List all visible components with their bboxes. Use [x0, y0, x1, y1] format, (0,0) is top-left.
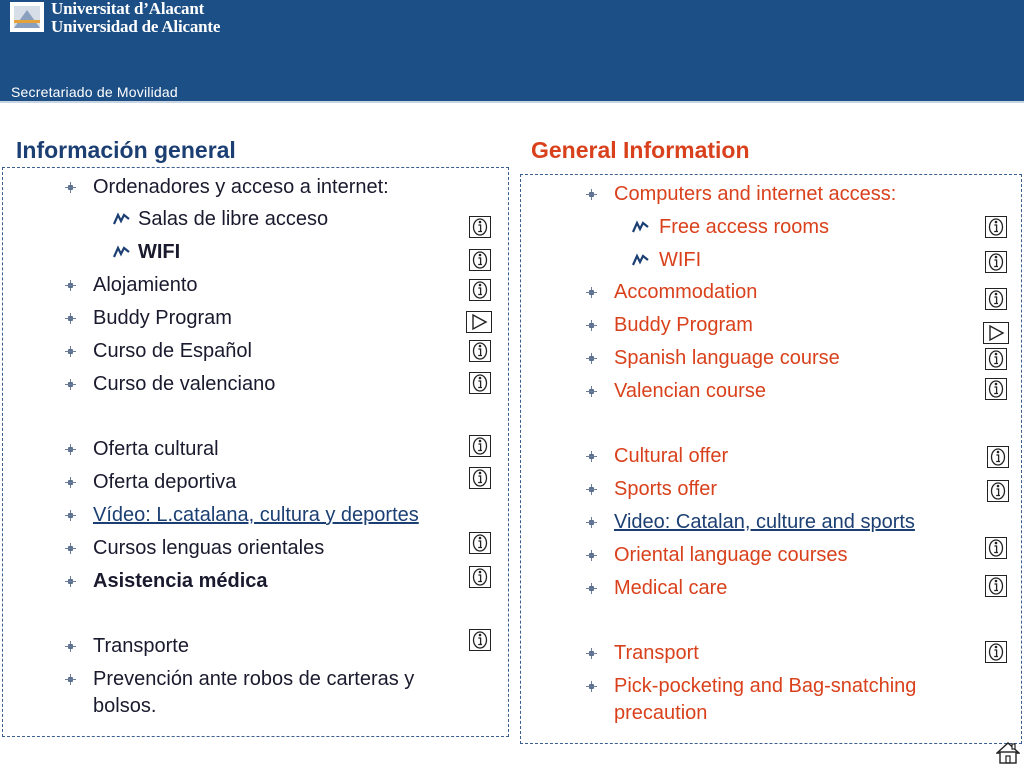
- info-button-wifi-en[interactable]: [985, 251, 1007, 273]
- bullet-icon: [65, 477, 76, 488]
- list-item[interactable]: Oferta deportiva: [93, 471, 237, 493]
- info-button-cultural[interactable]: [469, 435, 491, 457]
- list-item[interactable]: Transport: [614, 642, 699, 664]
- info-icon: [470, 468, 490, 488]
- squiggle-bullet-icon: [632, 220, 649, 234]
- info-button-orientales[interactable]: [469, 532, 491, 554]
- list-item: Ordenadores y acceso a internet:: [93, 176, 389, 198]
- bullet-icon: [65, 313, 76, 324]
- info-icon: [986, 538, 1006, 558]
- list-item[interactable]: Asistencia médica: [93, 570, 268, 592]
- info-icon: [988, 447, 1008, 467]
- bullet-icon: [586, 320, 597, 331]
- list-item[interactable]: Cursos lenguas orientales: [93, 537, 325, 559]
- list-item[interactable]: Transporte: [93, 635, 189, 657]
- info-icon: [988, 481, 1008, 501]
- university-logo-icon: [10, 2, 44, 32]
- info-button-free-access[interactable]: [985, 216, 1007, 238]
- header-divider: [0, 101, 1024, 103]
- bullet-icon: [586, 681, 597, 692]
- info-icon: [986, 349, 1006, 369]
- play-icon: [984, 323, 1008, 343]
- bullet-icon: [586, 451, 597, 462]
- info-icon: [986, 642, 1006, 662]
- bullet-icon: [65, 641, 76, 652]
- info-button-sports-offer[interactable]: [987, 480, 1009, 502]
- info-icon: [470, 341, 490, 361]
- squiggle-bullet-icon: [632, 253, 649, 267]
- info-button-salas[interactable]: [469, 216, 491, 238]
- bullet-icon: [586, 189, 597, 200]
- info-icon: [986, 252, 1006, 272]
- info-icon: [470, 436, 490, 456]
- spanish-section-title: Información general: [16, 137, 236, 163]
- info-button-medical[interactable]: [985, 575, 1007, 597]
- list-item[interactable]: Prevención ante robos de carteras y bolsos.: [93, 668, 415, 717]
- bullet-icon: [65, 576, 76, 587]
- list-item[interactable]: WIFI: [138, 241, 181, 263]
- info-button-deportiva[interactable]: [469, 467, 491, 489]
- bullet-icon: [65, 674, 76, 685]
- info-button-alojamiento[interactable]: [469, 279, 491, 301]
- bullet-icon: [586, 484, 597, 495]
- info-button-cultural-offer[interactable]: [987, 446, 1009, 468]
- list-item[interactable]: Alojamiento: [93, 274, 198, 296]
- info-button-transporte[interactable]: [469, 629, 491, 651]
- bullet-icon: [586, 550, 597, 561]
- bullet-icon: [586, 353, 597, 364]
- list-item[interactable]: Cultural offer: [614, 445, 729, 467]
- spanish-panel: [2, 167, 509, 737]
- bullet-icon: [586, 386, 597, 397]
- info-icon: [470, 533, 490, 553]
- bullet-icon: [65, 280, 76, 291]
- home-icon[interactable]: [996, 742, 1020, 764]
- list-item[interactable]: Accommodation: [614, 281, 758, 303]
- squiggle-bullet-icon: [113, 245, 130, 259]
- play-button-buddy-en[interactable]: [983, 322, 1009, 344]
- list-item[interactable]: Buddy Program: [614, 314, 753, 336]
- bullet-icon: [65, 510, 76, 521]
- play-icon: [467, 312, 491, 332]
- list-item[interactable]: Spanish language course: [614, 347, 840, 369]
- list-item[interactable]: Oriental language courses: [614, 544, 848, 566]
- header-banner: [0, 0, 1024, 101]
- list-item[interactable]: WIFI: [659, 249, 702, 271]
- list-item[interactable]: Free access rooms: [659, 216, 830, 238]
- university-name-catalan: Universitat d’Alacant: [51, 0, 205, 18]
- info-button-transport[interactable]: [985, 641, 1007, 663]
- list-item[interactable]: Sports offer: [614, 478, 718, 500]
- info-icon: [986, 379, 1006, 399]
- info-button-oriental[interactable]: [985, 537, 1007, 559]
- info-icon: [986, 289, 1006, 309]
- info-icon: [470, 630, 490, 650]
- info-button-accommodation[interactable]: [985, 288, 1007, 310]
- info-icon: [470, 373, 490, 393]
- list-item: Computers and internet access:: [614, 183, 897, 205]
- list-item[interactable]: Medical care: [614, 577, 728, 599]
- info-icon: [470, 217, 490, 237]
- info-icon: [986, 217, 1006, 237]
- info-button-medica[interactable]: [469, 566, 491, 588]
- bullet-icon: [586, 287, 597, 298]
- bullet-icon: [65, 444, 76, 455]
- bullet-icon: [586, 517, 597, 528]
- info-button-valencian-course[interactable]: [985, 378, 1007, 400]
- bullet-icon: [65, 346, 76, 357]
- university-name-spanish: Universidad de Alicante: [51, 17, 221, 36]
- info-button-espanol[interactable]: [469, 340, 491, 362]
- list-item[interactable]: Curso de valenciano: [93, 373, 276, 395]
- info-button-valenciano[interactable]: [469, 372, 491, 394]
- info-icon: [470, 567, 490, 587]
- list-item[interactable]: Pick-pocketing and Bag-snatching precaution: [614, 675, 917, 724]
- info-button-wifi[interactable]: [469, 249, 491, 271]
- list-item[interactable]: Salas de libre acceso: [138, 208, 329, 230]
- squiggle-bullet-icon: [113, 212, 130, 226]
- list-item[interactable]: Curso de Español: [93, 340, 252, 362]
- list-item[interactable]: Oferta cultural: [93, 438, 219, 460]
- info-icon: [470, 250, 490, 270]
- english-section-title: General Information: [531, 137, 750, 163]
- info-icon: [986, 576, 1006, 596]
- video-link[interactable]: Video: Catalan, culture and sports: [614, 511, 915, 533]
- info-button-spanish-course[interactable]: [985, 348, 1007, 370]
- info-icon: [470, 280, 490, 300]
- bullet-icon: [586, 648, 597, 659]
- video-link[interactable]: Vídeo: L.catalana, cultura y deportes: [93, 504, 419, 526]
- bullet-icon: [586, 583, 597, 594]
- list-item[interactable]: Buddy Program: [93, 307, 232, 329]
- bullet-icon: [65, 543, 76, 554]
- list-item[interactable]: Valencian course: [614, 380, 766, 402]
- play-button-buddy[interactable]: [466, 311, 492, 333]
- bullet-icon: [65, 379, 76, 390]
- bullet-icon: [65, 182, 76, 193]
- department-name: Secretariado de Movilidad: [11, 84, 178, 100]
